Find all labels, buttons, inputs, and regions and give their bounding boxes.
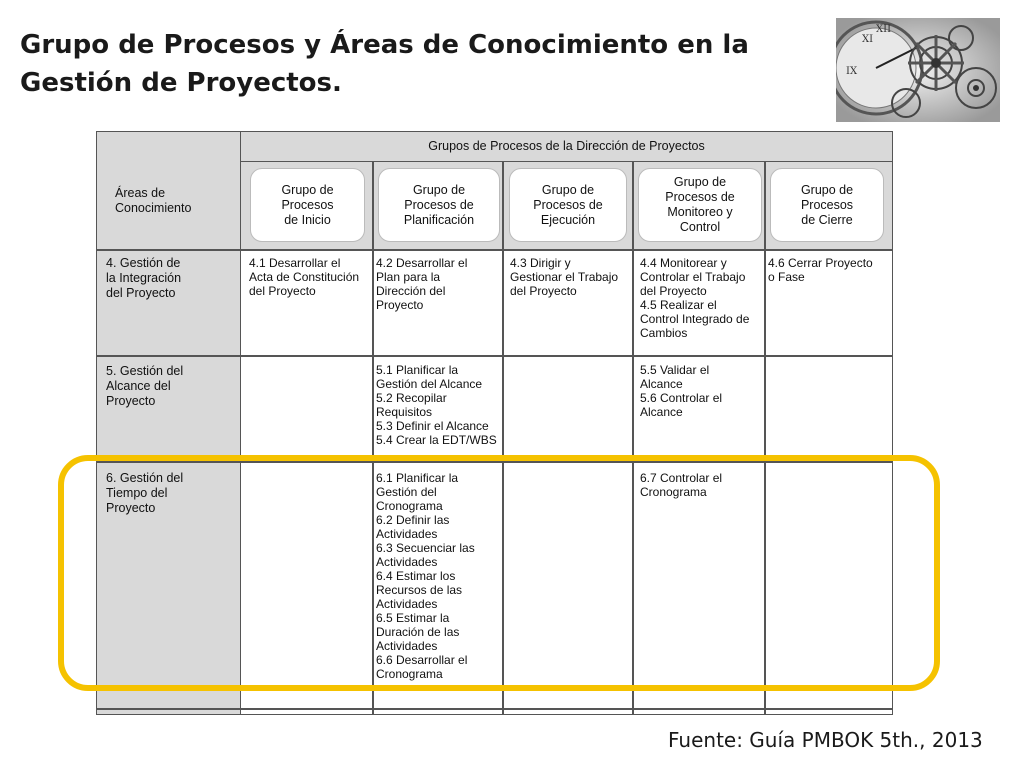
- group-header-ejecucion: Grupo de Procesos de Ejecución: [509, 168, 627, 242]
- group-header-planificacion: Grupo de Procesos de Planificación: [378, 168, 500, 242]
- time-management-highlight: [58, 455, 940, 691]
- areas-header: Áreas de Conocimiento: [115, 186, 192, 215]
- svg-text:XI: XI: [862, 34, 874, 45]
- group-title: Grupos de Procesos de la Dirección de Proyectos: [428, 139, 705, 153]
- slide-title-line-1: Grupo de Procesos y Áreas de Conocimiento en la: [20, 30, 749, 60]
- slide-title: [20, 26, 780, 102]
- area-integracion: 4. Gestión de la Integración del Proyecto: [106, 256, 182, 300]
- row-divider: [97, 708, 892, 710]
- area-alcance: 5. Gestión del Alcance del Proyecto: [106, 364, 184, 408]
- svg-text:XII: XII: [876, 24, 892, 35]
- cell-integracion-cierre: 4.6 Cerrar Proyecto o Fase: [768, 256, 873, 284]
- cell-integracion-monitoreo: 4.4 Monitorear y Controlar el Trabajo del Proyecto 4.5 Realizar el Control Integrado de Cambios: [640, 256, 750, 340]
- group-header-monitoreo: Grupo de Procesos de Monitoreo y Control: [638, 168, 762, 242]
- cell-alcance-monitoreo: 5.5 Validar el Alcance 5.6 Controlar el Alcance: [640, 363, 723, 419]
- slide-title-line-2: Gestión de Proyectos.: [20, 68, 342, 98]
- group-header-cierre: Grupo de Procesos de Cierre: [770, 168, 884, 242]
- row-divider: [97, 249, 892, 251]
- area-tiempo: 6. Gestión del Tiempo del Proyecto: [106, 471, 184, 515]
- cell-tiempo-monitoreo: 6.7 Controlar el Cronograma: [640, 471, 723, 499]
- cell-integracion-inicio: 4.1 Desarrollar el Acta de Constitución del Proyecto: [249, 256, 360, 298]
- clockwork-gears-image: [836, 18, 1000, 122]
- source-citation: Fuente: Guía PMBOK 5th., 2013: [668, 728, 983, 752]
- cell-integracion-planificacion: 4.2 Desarrollar el Plan para la Dirección del Proyecto: [376, 256, 468, 312]
- row-divider: [97, 355, 892, 357]
- cell-alcance-planificacion: 5.1 Planificar la Gestión del Alcance 5.2 Recopilar Requisitos 5.3 Definir el Alcance 5.4 Crear la EDT/WBS: [376, 363, 497, 447]
- cell-tiempo-planificacion: 6.1 Planificar la Gestión del Cronograma 6.2 Definir las Actividades 6.3 Secuenciar las Actividades 6.4 Estimar los Recursos de las Actividades 6.5 Estimar la Duración de las Actividades 6.6 Desarrollar el Cronograma: [376, 471, 475, 681]
- cell-integracion-ejecucion: 4.3 Dirigir y Gestionar el Trabajo del Proyecto: [510, 256, 619, 298]
- group-header-inicio: Grupo de Procesos de Inicio: [250, 168, 365, 242]
- svg-text:IX: IX: [846, 66, 858, 77]
